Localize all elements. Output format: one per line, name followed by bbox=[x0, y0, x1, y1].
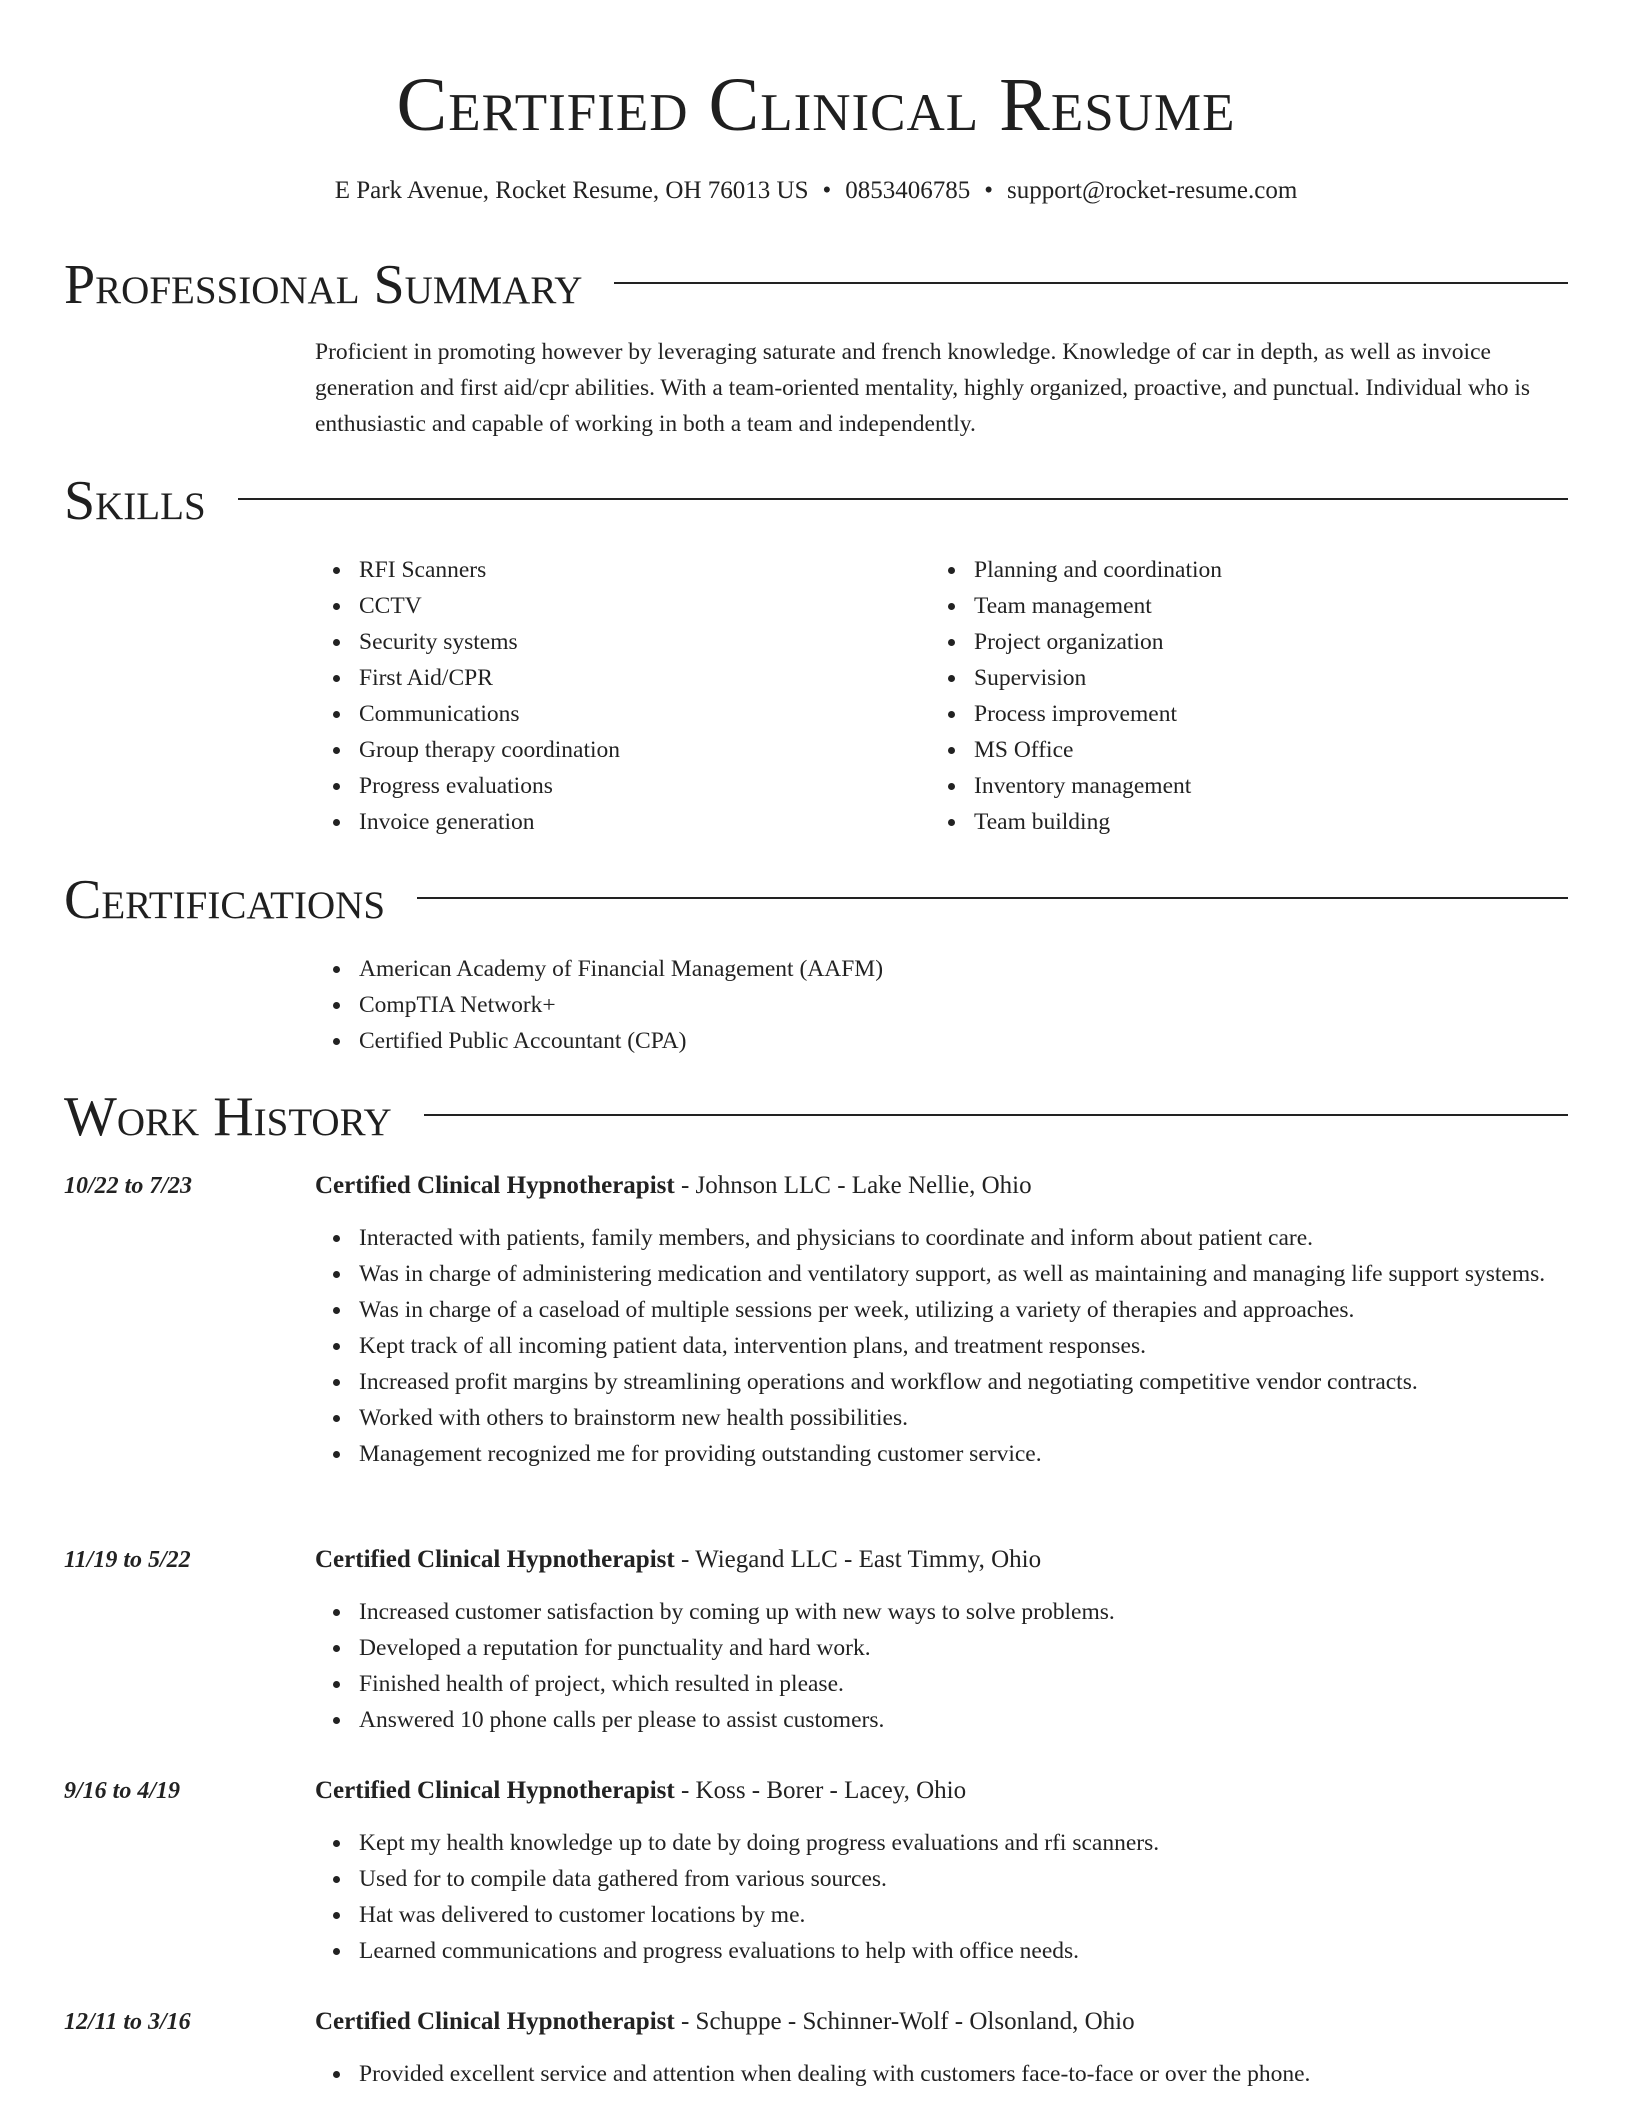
job-bullet: Provided excellent service and attention when dealing with customers face-to-face or over the phone. bbox=[315, 2056, 1568, 2092]
section-divider bbox=[238, 498, 1568, 500]
job-bullet: Increased profit margins by streamlining operations and workflow and negotiating competitive vendor contracts. bbox=[315, 1364, 1568, 1400]
job-bullet: Kept my health knowledge up to date by doing progress evaluations and rfi scanners. bbox=[315, 1825, 1568, 1861]
job-heading bbox=[315, 1773, 966, 1809]
skill-item: Team building bbox=[930, 804, 1540, 840]
job-bullet: Increased customer satisfaction by coming up with new ways to solve problems. bbox=[315, 1594, 1568, 1630]
job-bullet: Was in charge of a caseload of multiple sessions per week, utilizing a variety of therapies and approaches. bbox=[315, 1292, 1568, 1328]
skills-list-left bbox=[315, 552, 925, 840]
job-bullets bbox=[315, 2056, 1568, 2092]
job-employer: - Koss - Borer - Lacey, Ohio bbox=[674, 1777, 967, 1804]
job-bullet: Worked with others to brainstorm new health possibilities. bbox=[315, 1400, 1568, 1436]
skill-item: MS Office bbox=[930, 732, 1540, 768]
section-title-summary: Professional Summary bbox=[64, 254, 583, 316]
section-title-work-history: Work History bbox=[64, 1086, 392, 1148]
skill-item: First Aid/CPR bbox=[315, 660, 925, 696]
section-divider bbox=[424, 1114, 1568, 1116]
contact-address: E Park Avenue, Rocket Resume, OH 76013 US bbox=[334, 177, 809, 204]
job-bullet: Management recognized me for providing outstanding customer service. bbox=[315, 1436, 1568, 1472]
job-title: Certified Clinical Hypnotherapist bbox=[315, 1172, 675, 1199]
skill-item: Planning and coordination bbox=[930, 552, 1540, 588]
job-bullet: Finished health of project, which resulted in please. bbox=[315, 1666, 1568, 1702]
skill-item: Communications bbox=[315, 696, 925, 732]
job-bullet: Interacted with patients, family members, and physicians to coordinate and inform about patient care. bbox=[315, 1220, 1568, 1256]
job-bullet: Used for to compile data gathered from various sources. bbox=[315, 1861, 1568, 1897]
job-bullets bbox=[315, 1825, 1568, 1969]
contact-separator: • bbox=[822, 177, 832, 204]
skill-item: Project organization bbox=[930, 624, 1540, 660]
job-employer: - Wiegand LLC - East Timmy, Ohio bbox=[674, 1546, 1042, 1573]
section-divider bbox=[614, 282, 1568, 284]
job-heading bbox=[315, 1168, 1032, 1204]
job-bullets bbox=[315, 1220, 1568, 1472]
skills-section-header bbox=[64, 469, 1568, 533]
contact-line bbox=[64, 176, 1568, 206]
job-title: Certified Clinical Hypnotherapist bbox=[315, 1777, 675, 1804]
certification-item: Certified Public Accountant (CPA) bbox=[315, 1023, 1515, 1059]
skill-item: Group therapy coordination bbox=[315, 732, 925, 768]
certifications-list bbox=[315, 951, 1515, 1059]
work-section-header bbox=[64, 1085, 1568, 1149]
summary-text: Proficient in promoting however by leveraging saturate and french knowledge. Knowledge of car in depth, as well as invoice generation and first aid/cpr abilities. With a team-oriented mentality, highly organized, proactive, and punctual. Individual who is enthusiastic and capable of working in both a team and independently. bbox=[315, 339, 1531, 437]
job-dates: 12/11 to 3/16 bbox=[64, 2009, 191, 2035]
job-bullet: Hat was delivered to customer locations by me. bbox=[315, 1897, 1568, 1933]
job-title: Certified Clinical Hypnotherapist bbox=[315, 2008, 675, 2035]
certification-item: CompTIA Network+ bbox=[315, 987, 1515, 1023]
section-title-skills: Skills bbox=[64, 470, 206, 532]
certifications-section-header bbox=[64, 868, 1568, 932]
skills-list-right bbox=[930, 552, 1540, 840]
skill-item: Progress evaluations bbox=[315, 768, 925, 804]
skill-item: RFI Scanners bbox=[315, 552, 925, 588]
job-dates: 11/19 to 5/22 bbox=[64, 1547, 191, 1573]
skill-item: Inventory management bbox=[930, 768, 1540, 804]
job-heading bbox=[315, 1542, 1041, 1578]
job-heading bbox=[315, 2004, 1135, 2040]
skill-item: Supervision bbox=[930, 660, 1540, 696]
job-dates: 9/16 to 4/19 bbox=[64, 1778, 181, 1804]
job-employer: - Johnson LLC - Lake Nellie, Ohio bbox=[674, 1172, 1032, 1199]
contact-separator: • bbox=[984, 177, 993, 204]
skill-item: CCTV bbox=[315, 588, 925, 624]
summary-section-header bbox=[64, 253, 1568, 317]
contact-phone: 0853406785 bbox=[845, 177, 971, 204]
section-title-certifications: Certifications bbox=[64, 869, 386, 931]
job-bullets bbox=[315, 1594, 1568, 1738]
job-bullet: Answered 10 phone calls per please to assist customers. bbox=[315, 1702, 1568, 1738]
contact-email: support@rocket-resume.com bbox=[1007, 177, 1298, 204]
job-title: Certified Clinical Hypnotherapist bbox=[315, 1546, 675, 1573]
job-bullet: Developed a reputation for punctuality and hard work. bbox=[315, 1630, 1568, 1666]
job-employer: - Schuppe - Schinner-Wolf - Olsonland, Ohio bbox=[674, 2008, 1135, 2035]
certification-item: American Academy of Financial Management (AAFM) bbox=[315, 951, 1515, 987]
resume-name: Certified Clinical Resume bbox=[396, 63, 1236, 147]
skill-item: Invoice generation bbox=[315, 804, 925, 840]
section-divider bbox=[417, 897, 1568, 899]
job-bullet: Was in charge of administering medication and ventilatory support, as well as maintaining and managing life support systems. bbox=[315, 1256, 1568, 1292]
job-bullet: Learned communications and progress evaluations to help with office needs. bbox=[315, 1933, 1568, 1969]
skill-item: Team management bbox=[930, 588, 1540, 624]
job-bullet: Kept track of all incoming patient data, intervention plans, and treatment responses. bbox=[315, 1328, 1568, 1364]
skill-item: Security systems bbox=[315, 624, 925, 660]
job-dates: 10/22 to 7/23 bbox=[64, 1173, 193, 1199]
skill-item: Process improvement bbox=[930, 696, 1540, 732]
